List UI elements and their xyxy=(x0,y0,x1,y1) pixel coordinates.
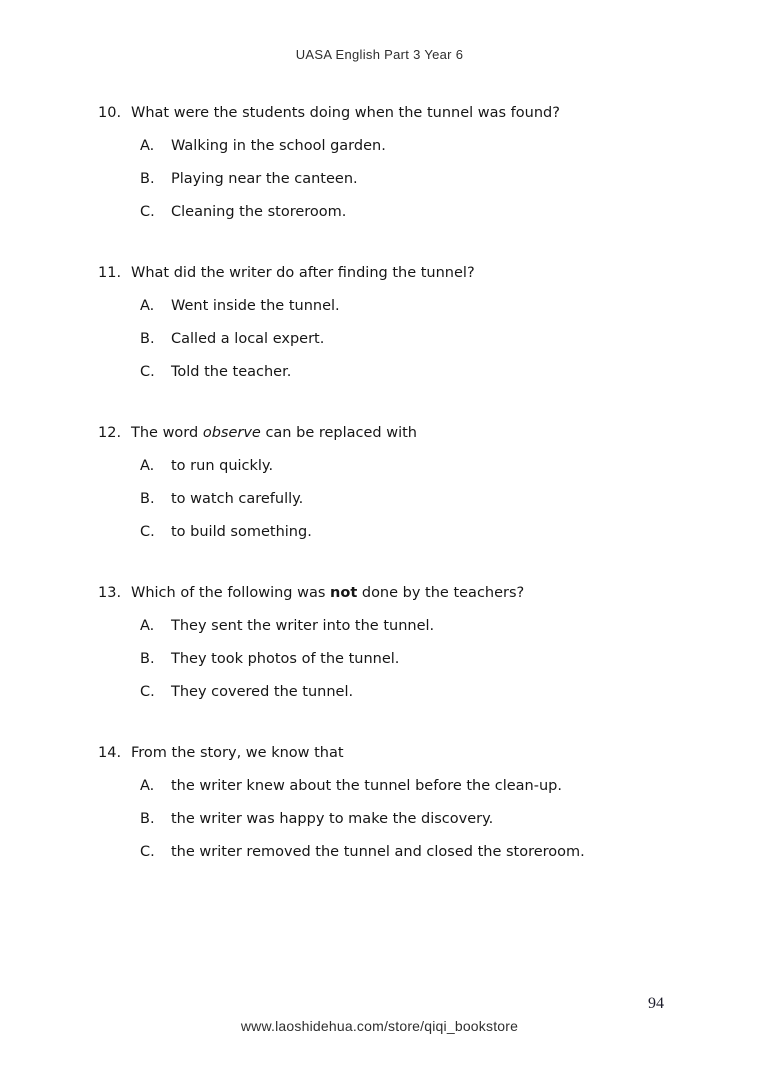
option-letter: A. xyxy=(140,458,155,474)
option-letter: A. xyxy=(140,618,155,634)
option-text: Went inside the tunnel. xyxy=(171,298,340,314)
option-letter: B. xyxy=(140,811,155,827)
option-text: They covered the tunnel. xyxy=(171,684,354,700)
question-number: 11. xyxy=(98,265,122,281)
question-text: What did the writer do after finding the tunnel? xyxy=(131,265,475,281)
option-row xyxy=(140,169,698,189)
option-row xyxy=(140,682,698,702)
question-text: From the story, we know that xyxy=(131,745,344,761)
option-letter: A. xyxy=(140,298,155,314)
option-letter: B. xyxy=(140,331,155,347)
question-number: 13. xyxy=(98,585,122,601)
option-row xyxy=(140,362,698,382)
question-number: 10. xyxy=(98,105,122,121)
option-text: They sent the writer into the tunnel. xyxy=(171,618,435,634)
option-letter: C. xyxy=(140,524,155,540)
question-line xyxy=(98,583,698,603)
option-letter: B. xyxy=(140,171,155,187)
page-header-title: UASA English Part 3 Year 6 xyxy=(295,47,464,62)
footer-url: www.laoshidehua.com/store/qiqi_bookstore xyxy=(240,1018,519,1034)
question-line xyxy=(98,743,698,763)
question-text: What were the students doing when the tunnel was found? xyxy=(131,105,560,121)
option-row xyxy=(140,809,698,829)
question-text: The word observe can be replaced with xyxy=(131,425,417,441)
option-text: to build something. xyxy=(171,524,312,540)
option-letter: C. xyxy=(140,844,155,860)
question-item xyxy=(98,743,698,862)
option-text: the writer was happy to make the discovery. xyxy=(171,811,494,827)
question-line xyxy=(98,103,698,123)
option-row xyxy=(140,616,698,636)
option-text: to run quickly. xyxy=(171,458,274,474)
option-text: Called a local expert. xyxy=(171,331,325,347)
option-row xyxy=(140,456,698,476)
option-letter: C. xyxy=(140,684,155,700)
option-text: the writer removed the tunnel and closed the storeroom. xyxy=(171,844,585,860)
question-item xyxy=(98,423,698,542)
option-row xyxy=(140,296,698,316)
question-text: Which of the following was not done by the teachers? xyxy=(131,585,525,601)
question-item xyxy=(98,263,698,382)
option-text: the writer knew about the tunnel before the clean-up. xyxy=(171,778,562,794)
option-row xyxy=(140,489,698,509)
option-letter: B. xyxy=(140,491,155,507)
option-row xyxy=(140,329,698,349)
option-row xyxy=(140,649,698,669)
option-letter: A. xyxy=(140,138,155,154)
option-text: to watch carefully. xyxy=(171,491,304,507)
option-text: Cleaning the storeroom. xyxy=(171,204,347,220)
question-item xyxy=(98,103,698,222)
option-text: Playing near the canteen. xyxy=(171,171,358,187)
option-letter: C. xyxy=(140,204,155,220)
page-number: 94 xyxy=(648,995,664,1012)
option-letter: B. xyxy=(140,651,155,667)
question-number: 12. xyxy=(98,425,122,441)
question-item xyxy=(98,583,698,702)
option-text: They took photos of the tunnel. xyxy=(171,651,400,667)
option-row xyxy=(140,842,698,862)
option-row xyxy=(140,136,698,156)
option-row xyxy=(140,202,698,222)
question-number: 14. xyxy=(98,745,122,761)
option-row xyxy=(140,522,698,542)
option-letter: C. xyxy=(140,364,155,380)
question-line xyxy=(98,263,698,283)
option-text: Walking in the school garden. xyxy=(171,138,386,154)
option-letter: A. xyxy=(140,778,155,794)
option-text: Told the teacher. xyxy=(171,364,292,380)
option-row xyxy=(140,776,698,796)
question-line xyxy=(98,423,698,443)
questions-list xyxy=(98,103,698,862)
